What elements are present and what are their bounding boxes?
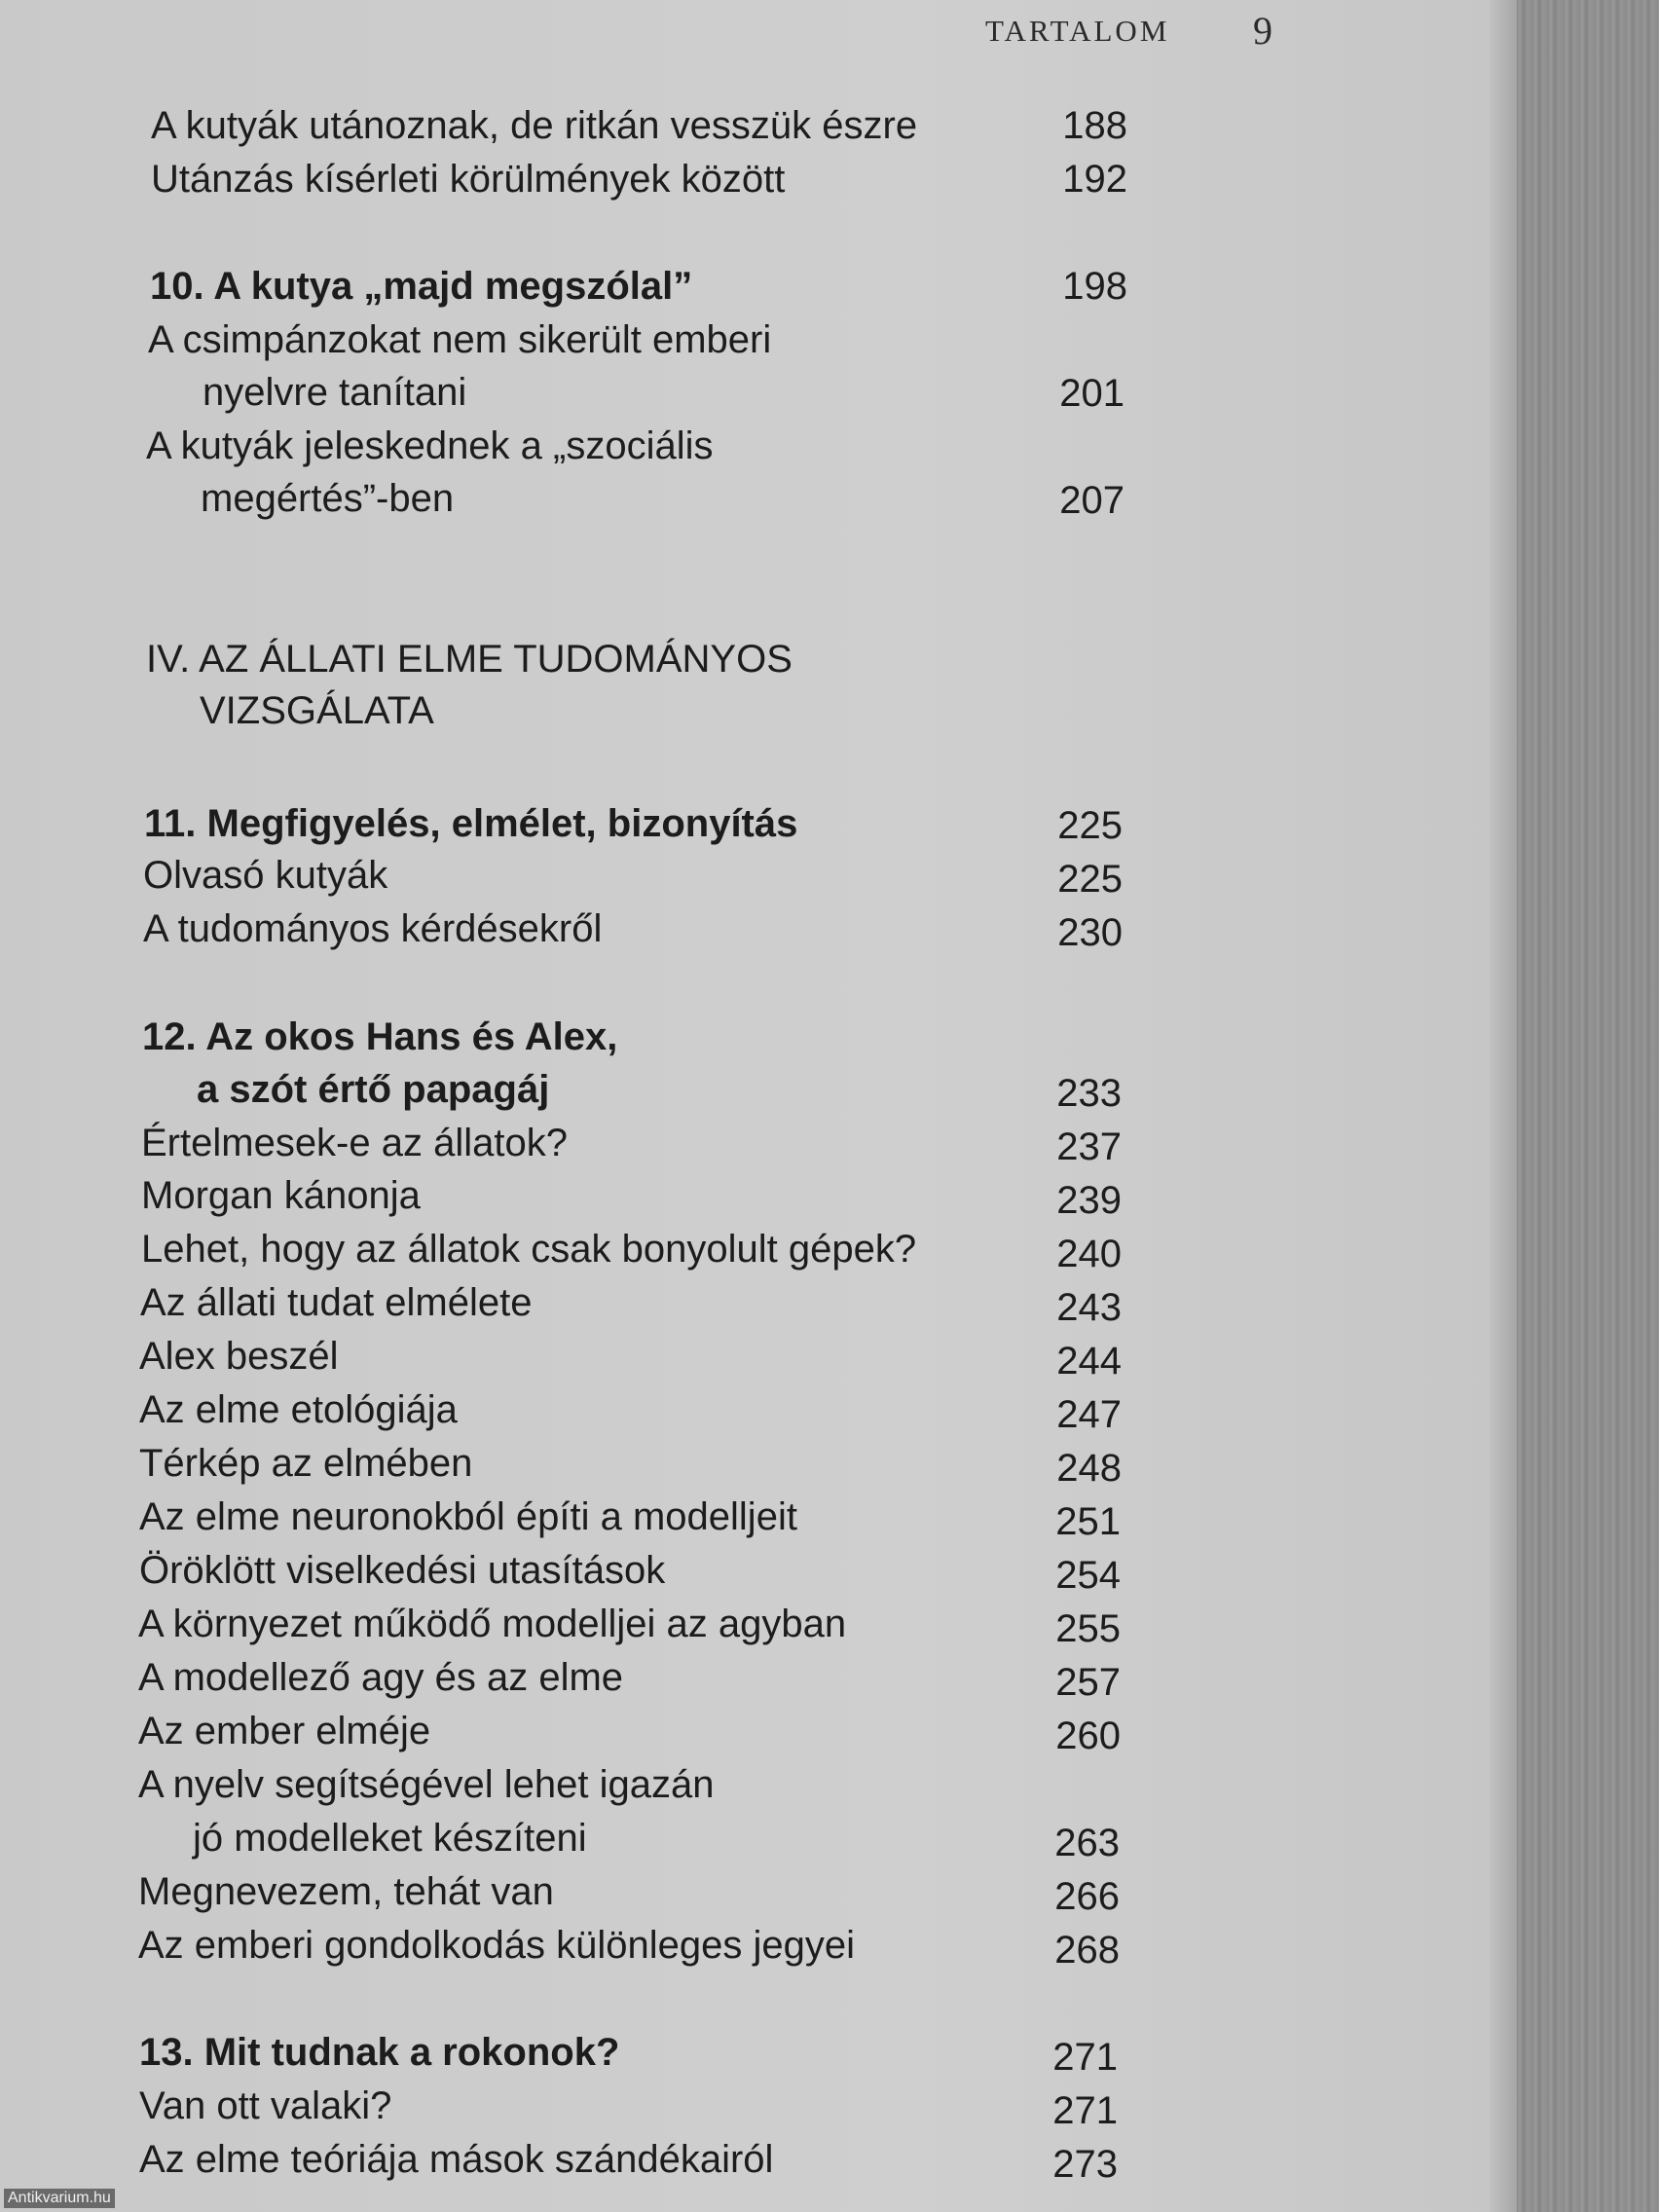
toc-entry-page: 201: [1059, 372, 1124, 415]
chapter-heading-continued: a szót értő papagáj: [197, 1068, 550, 1111]
running-head-title: TARTALOM: [985, 14, 1170, 48]
toc-entry-title: Morgan kánonja: [141, 1174, 421, 1217]
toc-entry-page: 240: [1056, 1233, 1122, 1275]
toc-entry-title: Van ott valaki?: [139, 2084, 392, 2127]
watermark: Antikvarium.hu: [4, 2189, 115, 2208]
toc-entry-page: 192: [1062, 158, 1127, 201]
toc-entry-page: 257: [1055, 1661, 1121, 1704]
toc-entry-title: A kutyák utánoznak, de ritkán vesszük észre: [151, 104, 918, 147]
toc-entry-page: 268: [1054, 1929, 1120, 1972]
toc-entry-page: 255: [1055, 1607, 1121, 1650]
toc-entry-page: 225: [1057, 804, 1123, 847]
toc-entry-title: A környezet működő modelljei az agyban: [138, 1603, 847, 1645]
toc-entry-page: 273: [1052, 2143, 1118, 2186]
toc-entry-page: 230: [1057, 911, 1123, 954]
toc-entry-page: 248: [1056, 1447, 1122, 1490]
toc-entry-title: Öröklött viselkedési utasítások: [139, 1549, 666, 1592]
toc-entry-title: Lehet, hogy az állatok csak bonyolult gépek?: [141, 1228, 917, 1271]
toc-entry-page: 207: [1059, 479, 1124, 522]
part-heading: IV. AZ ÁLLATI ELME TUDOMÁNYOS: [146, 638, 793, 681]
toc-entry-page: 188: [1062, 104, 1127, 147]
book-spine-background: [1517, 0, 1659, 2212]
toc-entry-page: 260: [1055, 1714, 1121, 1757]
toc-entry-page: 263: [1054, 1822, 1120, 1864]
toc-entry-title-continued: megértés”-ben: [201, 477, 455, 520]
chapter-heading: 12. Az okos Hans és Alex,: [142, 1015, 618, 1058]
toc-entry-page: 198: [1062, 265, 1127, 308]
toc-entry-page: 251: [1055, 1500, 1121, 1543]
toc-entry-title: Az ember elméje: [138, 1710, 431, 1752]
toc-entry-title: Utánzás kísérleti körülmények között: [151, 158, 786, 201]
toc-entry-page: 233: [1056, 1072, 1122, 1115]
toc-entry-title: Értelmesek-e az állatok?: [141, 1122, 568, 1164]
toc-entry-page: 247: [1056, 1393, 1122, 1436]
toc-entry-title: Alex beszél: [139, 1335, 339, 1378]
toc-entry-page: 225: [1057, 858, 1123, 901]
toc-entry-page: 239: [1056, 1179, 1122, 1222]
toc-entry-title-continued: nyelvre tanítani: [203, 371, 467, 414]
toc-entry-title-continued: jó modelleket készíteni: [193, 1817, 587, 1860]
chapter-heading: 13. Mit tudnak a rokonok?: [139, 2031, 620, 2074]
page-edge: [1490, 0, 1517, 2212]
toc-entry-title: Térkép az elmében: [139, 1442, 473, 1485]
toc-entry-title: A tudományos kérdésekről: [143, 907, 603, 950]
toc-entry-page: 271: [1052, 2089, 1118, 2132]
toc-entry-page: 237: [1056, 1125, 1122, 1168]
part-heading-continued: VIZSGÁLATA: [200, 689, 434, 732]
toc-entry-page: 266: [1054, 1875, 1120, 1918]
toc-entry-title: Megnevezem, tehát van: [138, 1870, 554, 1913]
toc-entry-title: A nyelv segítségével lehet igazán: [138, 1763, 715, 1806]
toc-entry-title: Az elme neuronokból építi a modelljeit: [139, 1495, 797, 1538]
page-number: 9: [1253, 9, 1272, 53]
toc-entry-page: 243: [1056, 1286, 1122, 1329]
toc-entry-title: Az elme etológiája: [139, 1388, 458, 1431]
toc-entry-page: 244: [1056, 1340, 1122, 1382]
toc-entry-title: Olvasó kutyák: [143, 854, 388, 897]
toc-entry-title: Az állati tudat elmélete: [140, 1281, 533, 1324]
toc-entry-title: A modellező agy és az elme: [138, 1656, 624, 1699]
toc-entry-page: 254: [1055, 1554, 1121, 1597]
toc-entry-title: A csimpánzokat nem sikerült emberi: [148, 318, 772, 361]
chapter-heading: 10. A kutya „majd megszólal”: [150, 265, 693, 308]
chapter-heading: 11. Megfigyelés, elmélet, bizonyítás: [144, 802, 798, 845]
toc-entry-title: A kutyák jeleskednek a „szociális: [146, 424, 714, 467]
toc-entry-page: 271: [1052, 2036, 1118, 2079]
toc-entry-title: Az elme teóriája mások szándékairól: [139, 2138, 774, 2181]
toc-entry-title: Az emberi gondolkodás különleges jegyei: [138, 1924, 856, 1967]
